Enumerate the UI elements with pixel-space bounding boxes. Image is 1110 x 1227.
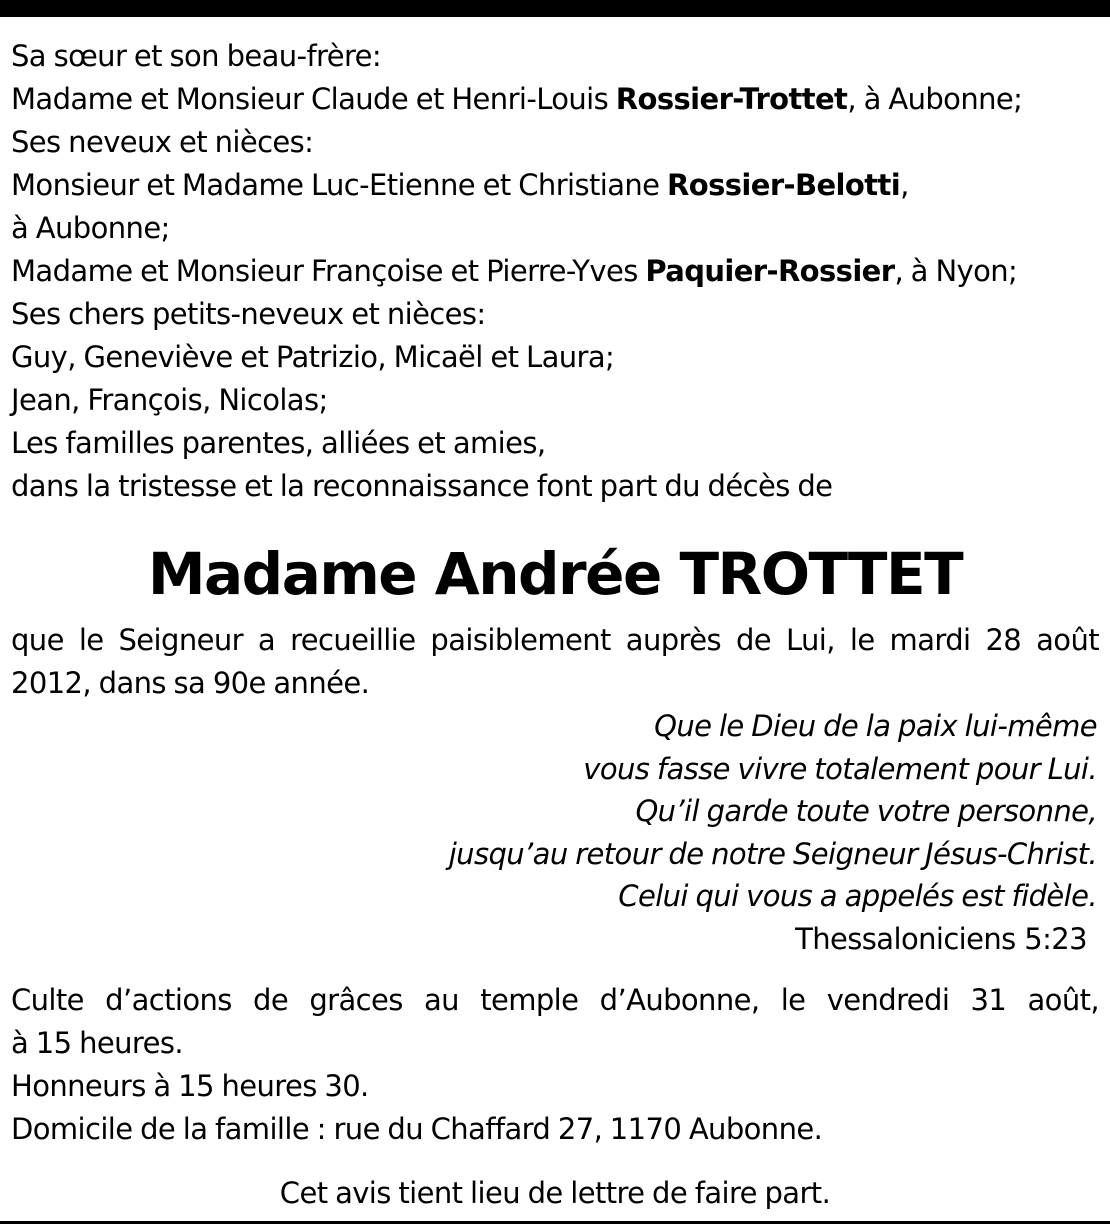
family-name-paquier-rossier: Paquier-Rossier: [645, 254, 895, 288]
service-line-4: Domicile de la famille : rue du Chaffard 27, 1170 Aubonne.: [11, 1112, 823, 1146]
service-line-3: Honneurs à 15 heures 30.: [11, 1069, 369, 1103]
service-line-2: à 15 heures.: [11, 1026, 183, 1060]
death-line-1: que le Seigneur a recueillie paisiblement auprès de Lui, le mardi 28 août: [11, 623, 1099, 657]
family-line-11: dans la tristesse et la reconnaissance font part du décès de: [11, 469, 833, 503]
family-line-3: Ses neveux et nièces:: [11, 125, 314, 159]
verse-line-3: Qu’il garde toute votre personne,: [635, 794, 1097, 828]
family-line-8: Guy, Geneviève et Patrizio, Micaël et Laura;: [11, 340, 615, 374]
scripture-verse: [11, 705, 1099, 960]
verse-line-5: Celui qui vous a appelés est fidèle.: [618, 879, 1097, 913]
family-line-5: à Aubonne;: [11, 211, 170, 245]
family-line-4-suffix: ,: [900, 168, 909, 202]
bottom-border-rule: [0, 1221, 1110, 1224]
obituary-notice: [11, 35, 1099, 1215]
verse-line-4: jusqu’au retour de notre Seigneur Jésus-Christ.: [448, 836, 1097, 871]
family-name-rossier-trottet: Rossier-Trottet: [615, 82, 848, 116]
family-line-6-prefix: Madame et Monsieur Françoise et Pierre-Yves: [11, 254, 646, 288]
verse-reference: Thessaloniciens 5:23: [795, 921, 1087, 956]
service-line-1: Culte d’actions de grâces au temple d’Aubonne, le vendredi 31 août,: [11, 983, 1099, 1017]
family-line-7: Ses chers petits-neveux et nièces:: [11, 297, 486, 331]
family-name-rossier-belotti: Rossier-Belotti: [667, 168, 901, 202]
closing-note: Cet avis tient lieu de lettre de faire part.: [279, 1176, 831, 1210]
verse-line-2: vous fasse vivre totalement pour Lui.: [583, 751, 1097, 786]
family-line-4: [11, 164, 1099, 207]
family-line-6-suffix: , à Nyon;: [894, 254, 1018, 288]
family-line-2-suffix: , à Aubonne;: [847, 82, 1023, 116]
death-line-2: 2012, dans sa 90e année.: [11, 666, 370, 700]
family-line-2: [11, 78, 1099, 121]
family-line-6: [11, 250, 1099, 293]
family-line-10: Les familles parentes, alliées et amies,: [11, 426, 546, 460]
family-line-1: Sa sœur et son beau-frère:: [11, 39, 382, 73]
verse-line-1: Que le Dieu de la paix lui-même: [654, 709, 1097, 743]
family-line-9: Jean, François, Nicolas;: [11, 383, 328, 417]
family-line-4-prefix: Monsieur et Madame Luc-Etienne et Christiane: [11, 168, 668, 202]
top-border-rule: [0, 0, 1110, 17]
family-line-2-prefix: Madame et Monsieur Claude et Henri-Louis: [11, 82, 616, 116]
deceased-name-heading: Madame Andrée TROTTET: [147, 540, 963, 608]
